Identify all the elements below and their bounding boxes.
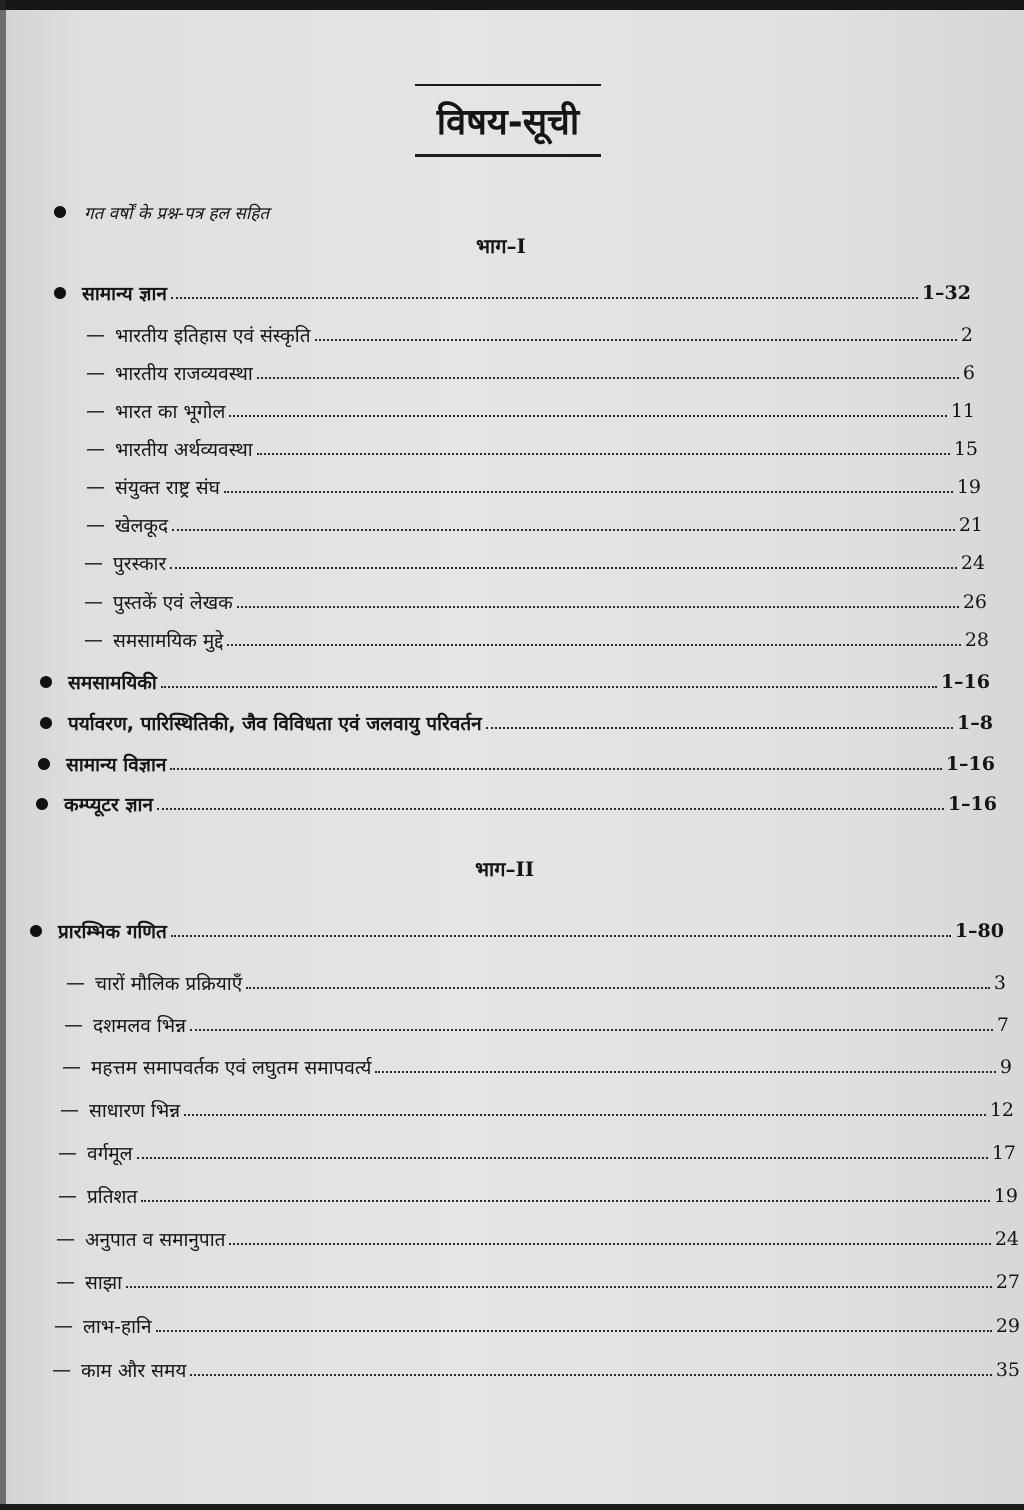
toc-entry-page: 1–16 (940, 671, 990, 693)
toc-entry-page: 15 (953, 438, 978, 460)
toc-entry-label: पर्यावरण, पारिस्थितिकी, जैव विविधता एवं जलवायु परिवर्तन (68, 713, 482, 735)
part-2-heading: भाग–II (475, 857, 535, 881)
toc-subentry-profit-loss[interactable] (54, 1311, 1020, 1341)
toc-entry-page: 19 (956, 476, 981, 498)
toc-entry-page: 24 (994, 1228, 1019, 1250)
toc-subentry-time-work[interactable] (52, 1355, 1020, 1385)
dot-leader (141, 1200, 990, 1202)
toc-entry-page: 6 (962, 362, 975, 384)
dash-marker: — (60, 1099, 79, 1121)
dash-marker: — (86, 476, 105, 498)
toc-entry-elementary-mathematics[interactable] (30, 916, 1004, 946)
dash-marker: — (86, 514, 105, 536)
dot-leader (171, 935, 951, 937)
toc-entry-page: 3 (993, 972, 1006, 994)
toc-entry-general-science[interactable] (38, 749, 995, 779)
dot-leader (172, 529, 955, 531)
dash-marker: — (84, 552, 103, 574)
toc-entry-page: 26 (962, 591, 987, 613)
dot-leader (246, 987, 990, 989)
toc-entry-page: 27 (995, 1271, 1020, 1293)
dot-leader (126, 1286, 992, 1288)
dash-marker: — (84, 591, 103, 613)
toc-subentry-awards[interactable] (84, 548, 985, 578)
toc-subentry-four-operations[interactable] (66, 968, 1006, 998)
page-top-edge (0, 0, 1024, 10)
dot-leader (161, 686, 937, 688)
toc-entry-page: 1–80 (954, 920, 1004, 942)
toc-entry-label: चारों मौलिक प्रक्रियाएँ (95, 973, 243, 995)
toc-entry-label: खेलकूद (115, 515, 169, 537)
dot-leader (190, 1029, 993, 1031)
dot-leader (190, 1374, 991, 1376)
toc-entry-environment[interactable] (40, 708, 993, 738)
dash-marker: — (56, 1228, 75, 1250)
dash-marker: — (84, 629, 103, 651)
toc-entry-label: भारत का भूगोल (115, 401, 226, 423)
toc-subentry-hcf-lcm[interactable] (62, 1052, 1012, 1082)
bullet-icon (40, 717, 52, 729)
toc-subentry-indian-economy[interactable] (86, 434, 978, 464)
toc-subentry-square-root[interactable] (58, 1138, 1016, 1168)
toc-entry-label: लाभ-हानि (83, 1316, 152, 1338)
bullet-icon (54, 287, 66, 299)
dot-leader (229, 415, 946, 417)
dash-marker: — (62, 1056, 81, 1078)
toc-subentry-current-issues[interactable] (84, 625, 989, 655)
toc-entry-label: वर्गमूल (87, 1143, 133, 1165)
toc-subentry-united-nations[interactable] (86, 472, 981, 502)
dot-leader (227, 644, 960, 646)
dot-leader (257, 377, 959, 379)
toc-entry-page: 17 (991, 1142, 1016, 1164)
toc-entry-page: 11 (950, 400, 975, 422)
bullet-icon (38, 758, 50, 770)
dot-leader (171, 297, 918, 299)
toc-subentry-ratio-proportion[interactable] (56, 1224, 1019, 1254)
toc-entry-page: 35 (995, 1359, 1020, 1381)
part-1-heading: भाग–I (476, 234, 526, 258)
toc-entry-page: 29 (995, 1315, 1020, 1337)
toc-entry-page: 24 (960, 552, 985, 574)
toc-entry-current-affairs[interactable] (40, 667, 990, 697)
dot-leader (170, 567, 957, 569)
toc-entry-label: सामान्य ज्ञान (82, 283, 167, 305)
dash-marker: — (66, 972, 85, 994)
toc-entry-label: अनुपात व समानुपात (85, 1229, 226, 1251)
toc-entry-page: 12 (989, 1099, 1014, 1121)
toc-subentry-indian-polity[interactable] (86, 358, 975, 388)
toc-subentry-percentage[interactable] (58, 1181, 1018, 1211)
toc-entry-page: 19 (993, 1185, 1018, 1207)
dot-leader (375, 1071, 996, 1073)
page-bottom-edge (0, 1504, 1024, 1510)
toc-entry-page: 1–16 (947, 793, 997, 815)
toc-entry-label: भारतीय राजव्यवस्था (115, 363, 253, 385)
dash-marker: — (86, 324, 105, 346)
toc-subentry-sports[interactable] (86, 510, 983, 540)
dot-leader (315, 339, 957, 341)
dash-marker: — (86, 400, 105, 422)
toc-subentry-indian-geography[interactable] (86, 396, 975, 426)
toc-entry-page: 1–8 (957, 712, 993, 734)
dot-leader (184, 1114, 986, 1116)
toc-entry-label: भारतीय इतिहास एवं संस्कृति (115, 325, 311, 347)
dot-leader (257, 453, 950, 455)
previous-papers-note (54, 199, 269, 225)
bullet-icon (40, 676, 52, 688)
toc-entry-label: कम्प्यूटर ज्ञान (64, 794, 153, 816)
toc-entry-page: 21 (958, 514, 983, 536)
dot-leader (137, 1157, 988, 1159)
toc-entry-label: संयुक्त राष्ट्र संघ (115, 477, 220, 499)
note-text: गत वर्षों के प्रश्न-पत्र हल सहित (84, 203, 270, 224)
toc-entry-page: 28 (964, 629, 989, 651)
dot-leader (237, 606, 959, 608)
toc-subentry-indian-history[interactable] (86, 320, 973, 350)
dash-marker: — (52, 1359, 71, 1381)
toc-entry-general-knowledge[interactable] (54, 278, 971, 308)
title-box (415, 84, 601, 157)
toc-entry-label: दशमलव भिन्न (93, 1015, 186, 1037)
dot-leader (486, 727, 953, 729)
dash-marker: — (56, 1271, 75, 1293)
page-title: विषय-सूची (436, 101, 580, 143)
toc-entry-label: सामान्य विज्ञान (66, 754, 167, 776)
dot-leader (156, 1330, 992, 1332)
dash-marker: — (86, 438, 105, 460)
toc-entry-page: 7 (996, 1014, 1009, 1036)
toc-entry-label: साझा (85, 1272, 123, 1294)
toc-entry-label: समसामयिकी (68, 672, 157, 694)
dash-marker: — (86, 362, 105, 384)
toc-entry-label: समसामयिक मुद्दे (113, 630, 224, 652)
dash-marker: — (58, 1185, 77, 1207)
toc-entry-label: भारतीय अर्थव्यवस्था (115, 439, 253, 461)
toc-entry-label: महत्तम समापवर्तक एवं लघुतम समापवर्त्य (91, 1057, 372, 1079)
dot-leader (170, 768, 941, 770)
dash-marker: — (64, 1014, 83, 1036)
bullet-icon (54, 206, 66, 218)
dash-marker: — (54, 1315, 73, 1337)
toc-entry-label: काम और समय (81, 1360, 187, 1382)
toc-entry-label: साधारण भिन्न (89, 1100, 181, 1122)
toc-subentry-books-authors[interactable] (84, 587, 987, 617)
toc-entry-label: प्रारम्भिक गणित (58, 921, 167, 943)
toc-subentry-decimal-fractions[interactable] (64, 1010, 1009, 1040)
bullet-icon (30, 925, 42, 937)
toc-entry-computer-knowledge[interactable] (36, 789, 997, 819)
toc-entry-page: 1–32 (921, 282, 971, 304)
dash-marker: — (58, 1142, 77, 1164)
toc-subentry-simple-fractions[interactable] (60, 1095, 1014, 1125)
bullet-icon (36, 798, 48, 810)
page-left-edge (0, 0, 6, 1510)
dot-leader (224, 491, 953, 493)
toc-entry-label: प्रतिशत (87, 1186, 138, 1208)
dot-leader (157, 808, 944, 810)
toc-entry-label: पुरस्कार (113, 553, 167, 575)
dot-leader (229, 1243, 990, 1245)
toc-entry-label: पुस्तकें एवं लेखक (113, 592, 233, 614)
toc-entry-page: 2 (960, 324, 973, 346)
toc-entry-page: 9 (999, 1056, 1012, 1078)
toc-subentry-partnership[interactable] (56, 1267, 1020, 1297)
toc-entry-page: 1–16 (945, 753, 995, 775)
